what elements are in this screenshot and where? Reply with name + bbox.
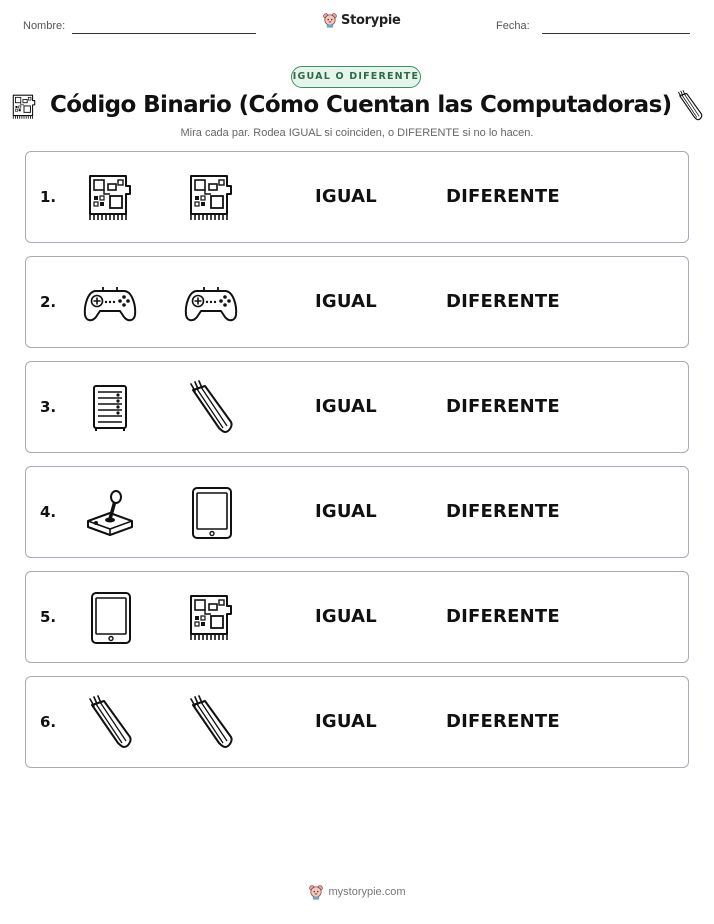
activity-badge: IGUAL O DIFERENTE	[291, 66, 421, 88]
diferente-option[interactable]: DIFERENTE	[446, 291, 560, 312]
page-title: Código Binario (Cómo Cuentan las Computadoras)	[50, 92, 672, 118]
brand-name: Storypie	[341, 12, 401, 28]
circuit-board-icon	[183, 590, 239, 646]
footer-url[interactable]: mystorypie.com	[328, 886, 406, 898]
exercise-row	[25, 466, 689, 558]
tablet-icon	[82, 590, 138, 646]
joystick-icon	[82, 485, 138, 541]
circuit-board-icon	[183, 170, 239, 226]
cable-icon	[183, 695, 239, 751]
date-field[interactable]	[542, 33, 690, 34]
name-field[interactable]	[72, 33, 256, 34]
row-number: 5.	[40, 608, 57, 626]
gamepad-icon	[183, 275, 239, 331]
row-number: 2.	[40, 293, 57, 311]
igual-option[interactable]: IGUAL	[315, 501, 377, 522]
diferente-option[interactable]: DIFERENTE	[446, 501, 560, 522]
cable-icon	[183, 380, 239, 436]
igual-option[interactable]: IGUAL	[315, 186, 377, 207]
exercise-row	[25, 571, 689, 663]
worksheet-header	[0, 0, 714, 48]
tablet-icon	[183, 485, 239, 541]
igual-option[interactable]: IGUAL	[315, 396, 377, 417]
igual-option[interactable]: IGUAL	[315, 711, 377, 732]
name-label: Nombre:	[23, 20, 66, 32]
storypie-mascot-icon	[322, 12, 338, 28]
footer	[0, 884, 714, 900]
row-number: 6.	[40, 713, 57, 731]
diferente-option[interactable]: DIFERENTE	[446, 606, 560, 627]
storypie-mascot-icon	[308, 884, 324, 900]
igual-option[interactable]: IGUAL	[315, 606, 377, 627]
row-number: 3.	[40, 398, 57, 416]
diferente-option[interactable]: DIFERENTE	[446, 396, 560, 417]
diferente-option[interactable]: DIFERENTE	[446, 711, 560, 732]
exercise-row	[25, 151, 689, 243]
diferente-option[interactable]: DIFERENTE	[446, 186, 560, 207]
igual-option[interactable]: IGUAL	[315, 291, 377, 312]
date-label: Fecha:	[496, 20, 530, 32]
cable-icon	[82, 695, 138, 751]
server-icon	[82, 380, 138, 436]
instructions: Mira cada par. Rodea IGUAL si coinciden, o DIFERENTE si no lo hacen.	[180, 127, 534, 139]
exercise-row	[25, 676, 689, 768]
exercise-row	[25, 256, 689, 348]
title-row	[0, 88, 714, 128]
brand-logo	[322, 12, 401, 28]
circuit-board-icon	[9, 92, 39, 122]
row-number: 1.	[40, 188, 57, 206]
exercise-row	[25, 361, 689, 453]
cable-icon	[674, 90, 706, 122]
circuit-board-icon	[82, 170, 138, 226]
row-number: 4.	[40, 503, 57, 521]
gamepad-icon	[82, 275, 138, 331]
